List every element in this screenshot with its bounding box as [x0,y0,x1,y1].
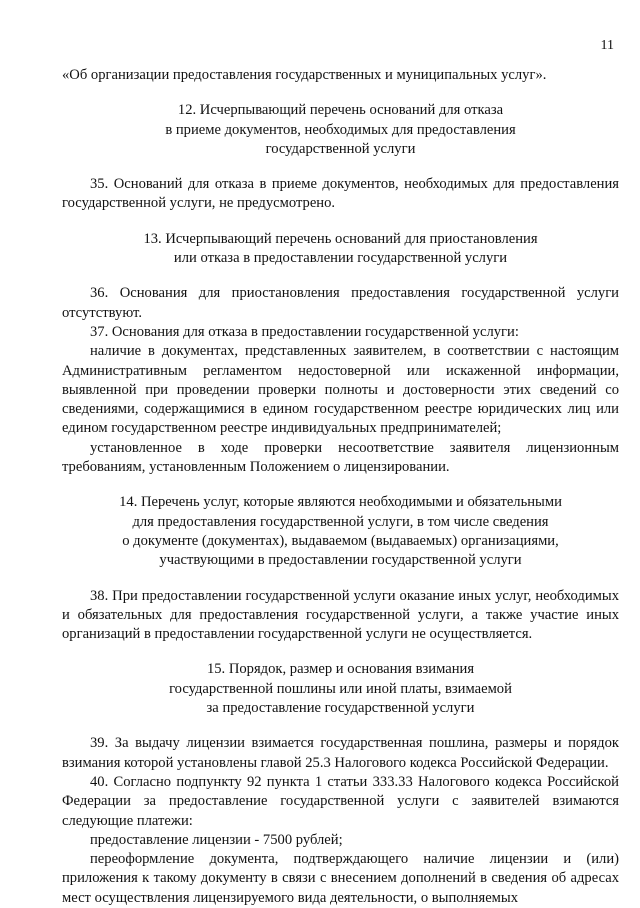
paragraph-35: 35. Оснований для отказа в приеме документов, необходимых для предоставления государственной услуги, не предусмотрено. [62,176,619,212]
section-heading-line: о документе (документах), выдаваемом (выдаваемых) организациями, [122,532,559,549]
section-heading-line: за предоставление государственной услуги [206,700,475,717]
section-heading-line: государственной услуги [265,140,416,157]
document-body [62,66,619,908]
intro-line: «Об организации предоставления государственных и муниципальных услуг». [62,67,547,83]
section-heading-line: участвующими в предоставлении государственной услуги [159,552,522,569]
paragraph-40-item-2: переоформление документа, подтверждающего наличие лицензии и (или) приложения к такому документу в связи с внесением дополнений в сведения об адресах мест осуществления лицензируемого вида деятельности, о выполняемых [62,851,619,906]
paragraph-37: 37. Основания для отказа в предоставлении государственной услуги: [90,323,519,340]
section-13 [62,230,619,478]
paragraph-37-item-1: наличие в документах, представленных заявителем, в соответствии с настоящим Административным регламентом недостоверной или искаженной информации, выявленной при проведении проверки полноты и достоверности этих сведений со сведениями, содержащимися в едином государственном реестре юридических лиц или едином государственном реестре индивидуальных предпринимателей; [62,343,619,437]
section-14 [62,493,619,644]
section-heading-line: 13. Исчерпывающий перечень оснований для приостановления [143,230,538,247]
paragraph-40-item-1: предоставление лицензии - 7500 рублей; [90,831,343,848]
section-heading-line: 15. Порядок, размер и основания взимания [206,661,475,678]
section-heading-line: или отказа в предоставлении государственной услуги [173,250,508,267]
section-heading-line: для предоставления государственной услуги, в том числе сведения [132,513,549,530]
section-heading-line: 14. Перечень услуг, которые являются необходимыми и обязательными [119,494,562,511]
paragraph-39: 39. За выдачу лицензии взимается государственная пошлина, размеры и порядок взимания которой установлены главой 25.3 Налогового кодекса Российской Федерации. [62,735,619,771]
paragraph-37-item-2: установленное в ходе проверки несоответствие заявителя лицензионным требованиям, установленным Положением о лицензировании. [62,439,619,476]
section-heading-line: 12. Исчерпывающий перечень оснований для отказа [177,102,504,119]
section-heading-line: в приеме документов, необходимых для предоставления [165,121,516,138]
page-number: 11 [600,38,614,53]
paragraph-36: 36. Основания для приостановления предоставления государственной услуги отсутствуют. [62,285,619,321]
section-15 [62,660,619,908]
paragraph-38: 38. При предоставлении государственной услуги оказание иных услуг, необходимых и обязательных для предоставления государственной услуги, а также участие иных организаций в предоставлении государственной услуги не осуществляется. [62,587,619,643]
paragraph-40: 40. Согласно подпункту 92 пункта 1 статьи 333.33 Налогового кодекса Российской Федерации за предоставление государственной услуги с заявителей взимаются следующие платежи: [62,773,619,829]
section-12 [62,101,619,213]
section-heading-line: государственной пошлины или иной платы, взимаемой [169,680,512,697]
